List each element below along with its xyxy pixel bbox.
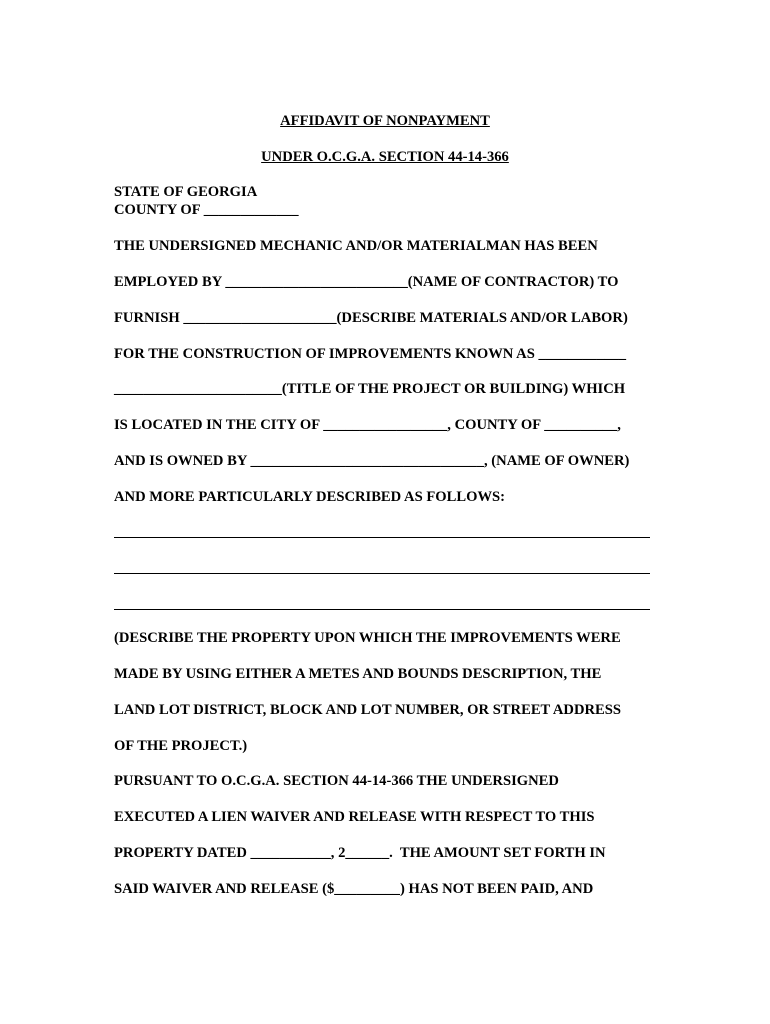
description-blank-line-1 [114,537,650,538]
document-subtitle: UNDER O.C.G.A. SECTION 44-14-366 [261,149,509,165]
body-line-7: AND IS OWNED BY ________________________________, (NAME OF OWNER) [114,453,630,469]
body-line-10: MADE BY USING EITHER A METES AND BOUNDS DESCRIPTION, THE [114,666,602,682]
body-line-8: AND MORE PARTICULARLY DESCRIBED AS FOLLOWS: [114,489,506,505]
body-line-12: OF THE PROJECT.) [114,738,248,754]
description-blank-line-2 [114,573,650,574]
body-line-2: EMPLOYED BY _________________________(NAME OF CONTRACTOR) TO [114,274,619,290]
body-line-9: (DESCRIBE THE PROPERTY UPON WHICH THE IMPROVEMENTS WERE [114,630,621,646]
body-line-13: PURSUANT TO O.C.G.A. SECTION 44-14-366 THE UNDERSIGNED [114,773,559,789]
document-title: AFFIDAVIT OF NONPAYMENT [280,113,490,129]
body-line-1: THE UNDERSIGNED MECHANIC AND/OR MATERIALMAN HAS BEEN [114,238,598,254]
description-blank-line-3 [114,609,650,610]
body-line-14: EXECUTED A LIEN WAIVER AND RELEASE WITH RESPECT TO THIS [114,809,595,825]
body-line-6: IS LOCATED IN THE CITY OF _________________, COUNTY OF __________, [114,417,621,433]
body-line-3: FURNISH _____________________(DESCRIBE MATERIALS AND/OR LABOR) [114,310,628,326]
body-line-11: LAND LOT DISTRICT, BLOCK AND LOT NUMBER, OR STREET ADDRESS [114,702,621,718]
body-line-4: FOR THE CONSTRUCTION OF IMPROVEMENTS KNOWN AS ____________ [114,346,627,362]
body-line-5: _______________________(TITLE OF THE PROJECT OR BUILDING) WHICH [114,381,626,397]
body-line-15: PROPERTY DATED ___________, 2______. THE AMOUNT SET FORTH IN [114,845,606,861]
state-line: STATE OF GEORGIA [114,184,258,200]
county-line: COUNTY OF _____________ [114,202,299,218]
body-line-16: SAID WAIVER AND RELEASE ($_________) HAS NOT BEEN PAID, AND [114,881,594,897]
